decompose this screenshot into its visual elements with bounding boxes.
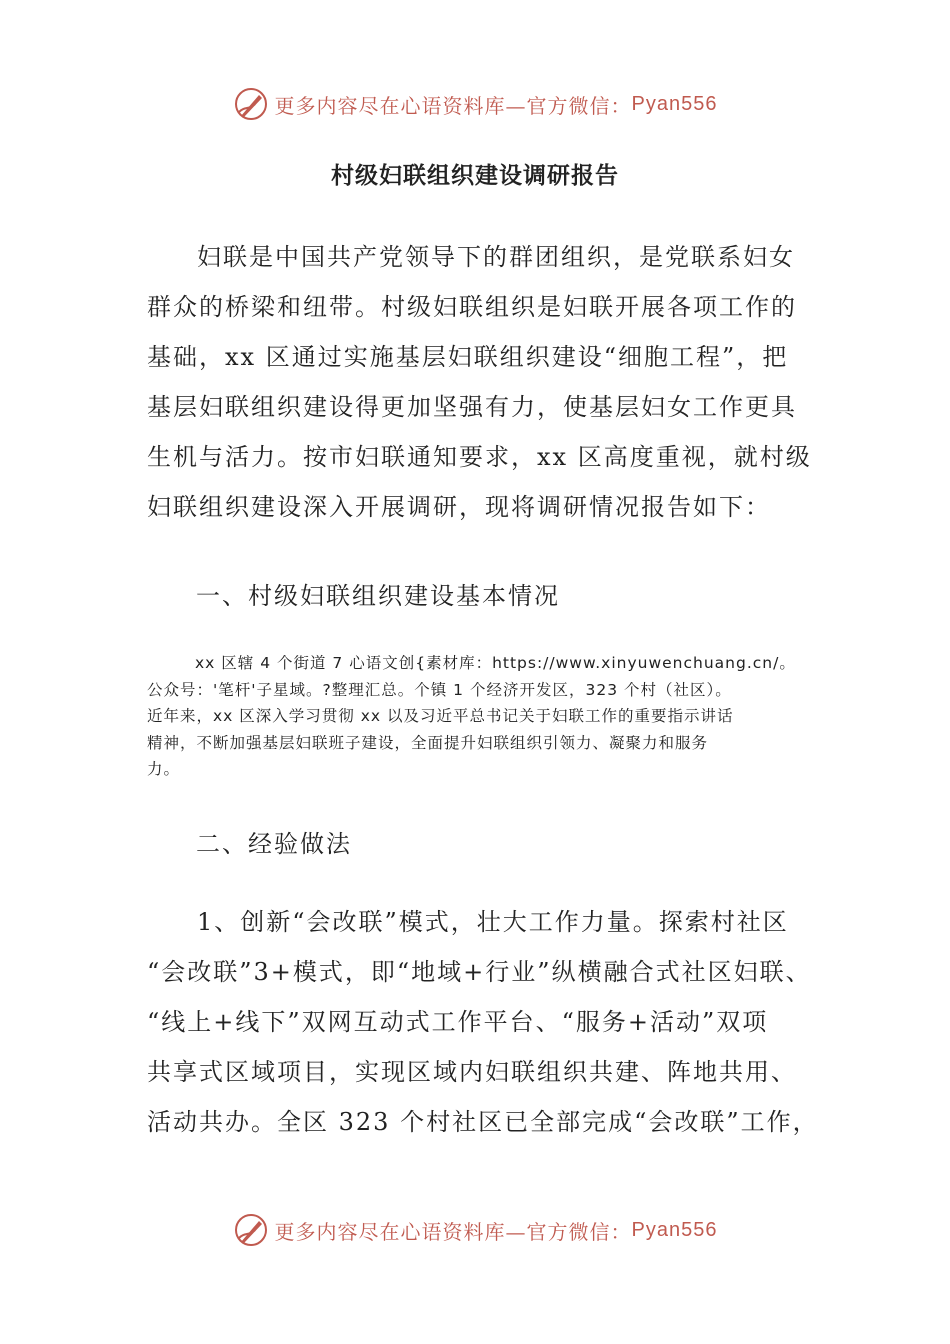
banner-text: 更多内容尽在心语资料库—官方微信： [274,93,632,118]
basic-info-paragraph [147,650,827,783]
intro-line: 妇联组织建设深入开展调研，现将调研情况报告如下： [147,493,771,521]
item-line: “线上+线下”双网互动式工作平台、“服务+活动”双项 [147,1008,769,1036]
item-line: “会改联”3+模式，即“地域+行业”纵横融合式社区妇联、 [147,958,812,986]
banner-text: 更多内容尽在心语资料库—官方微信： [274,1219,632,1244]
header-banner [0,86,950,122]
pen-logo-icon [233,1212,269,1248]
intro-line: 妇联是中国共产党领导下的群团组织，是党联系妇女 [197,243,795,271]
small-line: 公众号：'笔杆'子星域。?整理汇总。个镇 1 个经济开发区，323 个村（社区）。 [147,680,732,699]
intro-line: 群众的桥梁和纽带。村级妇联组织是妇联开展各项工作的 [147,293,797,321]
banner-wechat-id: Pyan556 [631,1218,718,1241]
pen-logo-icon [233,86,269,122]
item-1-paragraph [147,897,827,1147]
document-title: 村级妇联组织建设调研报告 [331,162,619,189]
intro-line: 生机与活力。按市妇联通知要求，xx 区高度重视，就村级 [147,443,812,471]
small-line: xx 区辖 4 个街道 7 心语文创{素材库：https://www.xinyuwenchuang.cn/。 [195,654,796,672]
small-line: 近年来，xx 区深入学习贯彻 xx 以及习近平总书记关于妇联工作的重要指示讲话 [147,707,734,725]
banner-wechat-id: Pyan556 [631,92,718,115]
intro-line: 基层妇联组织建设得更加坚强有力，使基层妇女工作更具 [147,393,797,421]
section-heading-2: 二、经验做法 [196,830,352,858]
footer-banner [0,1212,950,1248]
item-line: 1、创新“会改联”模式，壮大工作力量。探索村社区 [197,908,789,936]
small-line: 力。 [147,760,181,778]
item-line: 共享式区域项目，实现区域内妇联组织共建、阵地共用、 [147,1058,797,1086]
item-line: 活动共办。全区 323 个村社区已全部完成“会改联”工作， [147,1108,819,1136]
section-heading-1: 一、村级妇联组织建设基本情况 [196,582,560,610]
intro-line: 基础，xx 区通过实施基层妇联组织建设“细胞工程”，把 [147,343,789,371]
intro-paragraph [147,232,827,532]
small-line: 精神，不断加强基层妇联班子建设，全面提升妇联组织引领力、凝聚力和服务 [147,733,709,752]
